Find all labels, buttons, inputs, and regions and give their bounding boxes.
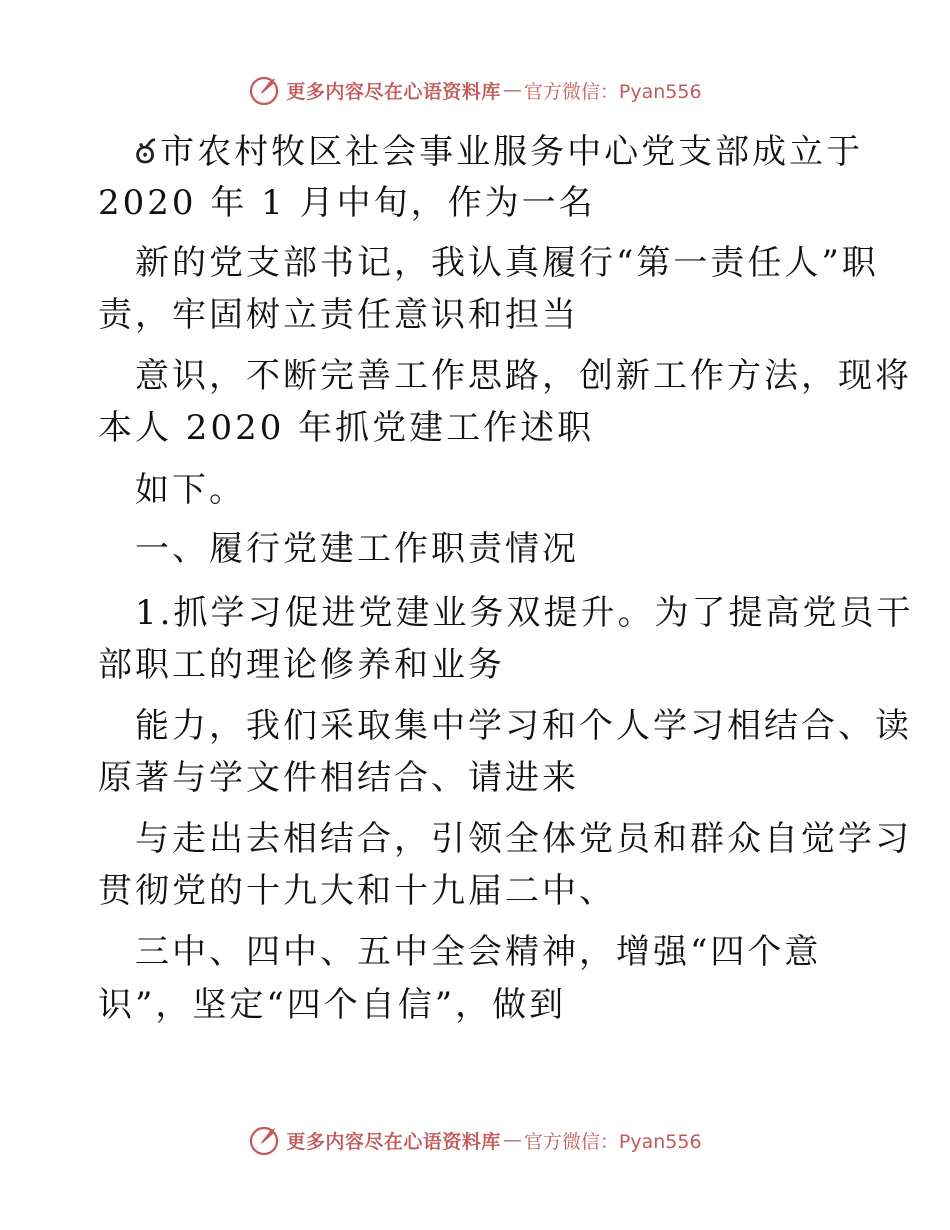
text-line-9: 1.抓学习促进党建业务双提升。为了提高党员干: [135, 593, 914, 633]
text-line-12: 原著与学文件相结合、请进来: [98, 758, 579, 798]
footer-contact-text: 官方微信：Pyan556: [523, 1130, 702, 1153]
text-line-5: 意识，不断完善工作思路，创新工作方法，现将: [135, 356, 912, 396]
text-line-4: 责，牢固树立责任意识和担当: [98, 295, 579, 335]
text-line-1-content: 市农村牧区社会事业服务中心党支部成立于: [160, 132, 864, 172]
text-line-14: 贯彻党的十九大和十九届二中、: [98, 871, 616, 911]
text-line-13: 与走出去相结合，引领全体党员和群众自觉学习: [135, 819, 912, 859]
text-line-11: 能力，我们采取集中学习和个人学习相结合、读: [135, 706, 912, 746]
header-brand-text: 更多内容尽在心语资料库: [286, 80, 501, 103]
header-watermark-banner: [0, 70, 950, 110]
text-line-2: 2020 年 1 月中旬，作为一名: [98, 183, 596, 223]
footer-brand-text: 更多内容尽在心语资料库: [286, 1130, 501, 1153]
ornament-glyph-icon: ఠ: [135, 132, 159, 172]
text-line-15: 三中、四中、五中全会精神，增强“四个意: [135, 932, 822, 972]
text-line-1: [135, 127, 863, 177]
footer-dash: —: [502, 1129, 522, 1151]
text-line-16: 识”，坚定“四个自信”，做到: [98, 985, 567, 1025]
quill-logo-icon: [248, 1123, 282, 1157]
header-dash: —: [502, 79, 522, 101]
footer-watermark-banner: [0, 1120, 950, 1160]
text-line-6: 本人 2020 年抓党建工作述职: [98, 408, 595, 448]
quill-logo-icon: [248, 73, 282, 107]
text-line-7: 如下。: [135, 470, 246, 510]
text-line-3: 新的党支部书记，我认真履行“第一责任人”职: [135, 243, 879, 283]
text-line-8: 一、履行党建工作职责情况: [135, 529, 579, 569]
header-contact-text: 官方微信：Pyan556: [523, 80, 702, 103]
text-line-10: 部职工的理论修养和业务: [98, 645, 505, 685]
